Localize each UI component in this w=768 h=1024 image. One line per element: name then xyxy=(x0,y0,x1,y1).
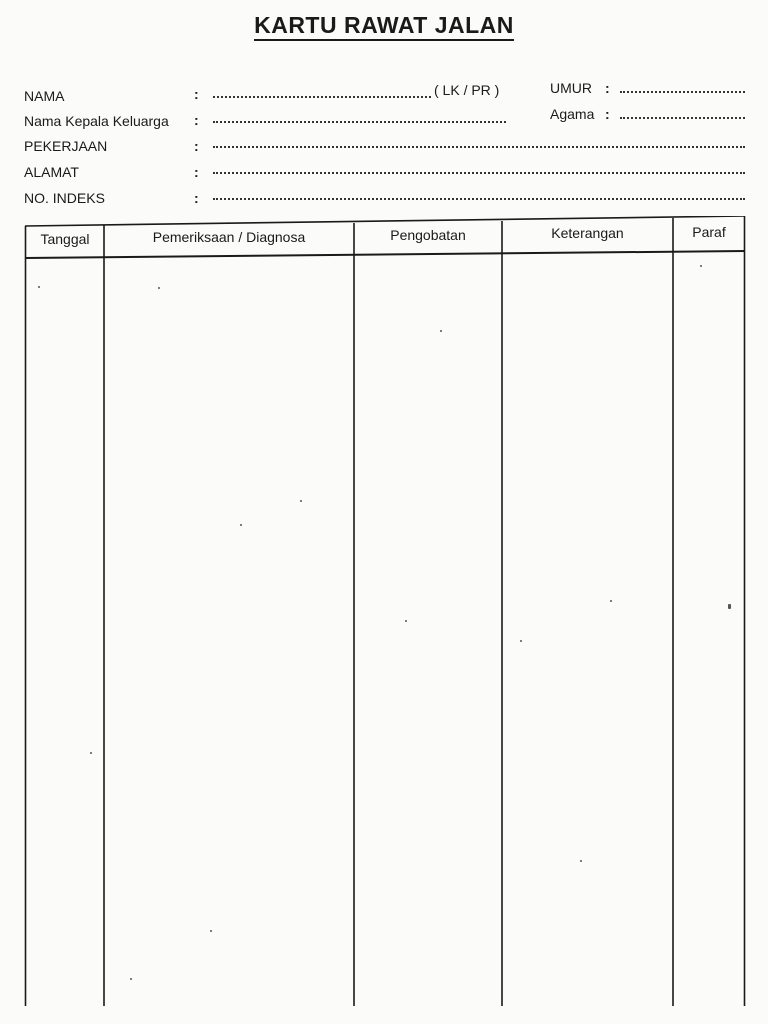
agama-blank-line[interactable] xyxy=(620,117,745,119)
header-keterangan: Keterangan xyxy=(551,225,624,241)
no-indeks-label: NO. INDEKS xyxy=(24,190,105,206)
scan-speck xyxy=(580,860,582,862)
alamat-label: ALAMAT xyxy=(24,164,79,180)
alamat-colon: : xyxy=(194,164,199,180)
agama-label: Agama xyxy=(550,106,595,122)
header-paraf: Paraf xyxy=(692,224,726,240)
no-indeks-colon: : xyxy=(194,190,199,206)
scan-speck xyxy=(90,752,92,754)
pekerjaan-colon: : xyxy=(194,138,199,154)
table-grid-lines xyxy=(24,216,746,1006)
nama-label: NAMA xyxy=(24,88,65,104)
umur-label: UMUR xyxy=(550,80,592,96)
scan-speck xyxy=(240,524,242,526)
umur-colon: : xyxy=(605,80,610,96)
kepala-keluarga-label: Nama Kepala Keluarga xyxy=(24,113,169,129)
scan-speck xyxy=(405,620,407,622)
pekerjaan-blank-line[interactable] xyxy=(213,146,745,148)
header-bottom-border xyxy=(25,251,745,258)
scan-speck xyxy=(158,287,160,289)
header-pengobatan: Pengobatan xyxy=(390,227,466,243)
title-text: KARTU RAWAT JALAN xyxy=(254,12,514,41)
no-indeks-blank-line[interactable] xyxy=(213,198,745,200)
scan-speck xyxy=(700,265,702,267)
nama-blank-line[interactable] xyxy=(213,96,431,98)
umur-blank-line[interactable] xyxy=(620,91,745,93)
pekerjaan-label: PEKERJAAN xyxy=(24,138,108,154)
agama-colon: : xyxy=(605,106,610,122)
kepala-keluarga-colon: : xyxy=(194,112,199,128)
scan-speck xyxy=(210,930,212,932)
scan-speck xyxy=(728,604,731,609)
header-tanggal: Tanggal xyxy=(40,231,90,247)
alamat-blank-line[interactable] xyxy=(213,172,745,174)
gender-option-text: ( LK / PR ) xyxy=(434,82,500,98)
scan-speck xyxy=(520,640,522,642)
scan-speck xyxy=(300,500,302,502)
scan-speck xyxy=(610,600,612,602)
scan-speck xyxy=(440,330,442,332)
header-pemeriksaan-diagnosa: Pemeriksaan / Diagnosa xyxy=(152,229,306,245)
scan-speck xyxy=(130,978,132,980)
scan-speck xyxy=(38,286,40,288)
kepala-keluarga-blank-line[interactable] xyxy=(213,121,506,123)
nama-colon: : xyxy=(194,86,199,102)
visit-record-table xyxy=(24,216,746,1006)
document-title xyxy=(0,12,768,39)
